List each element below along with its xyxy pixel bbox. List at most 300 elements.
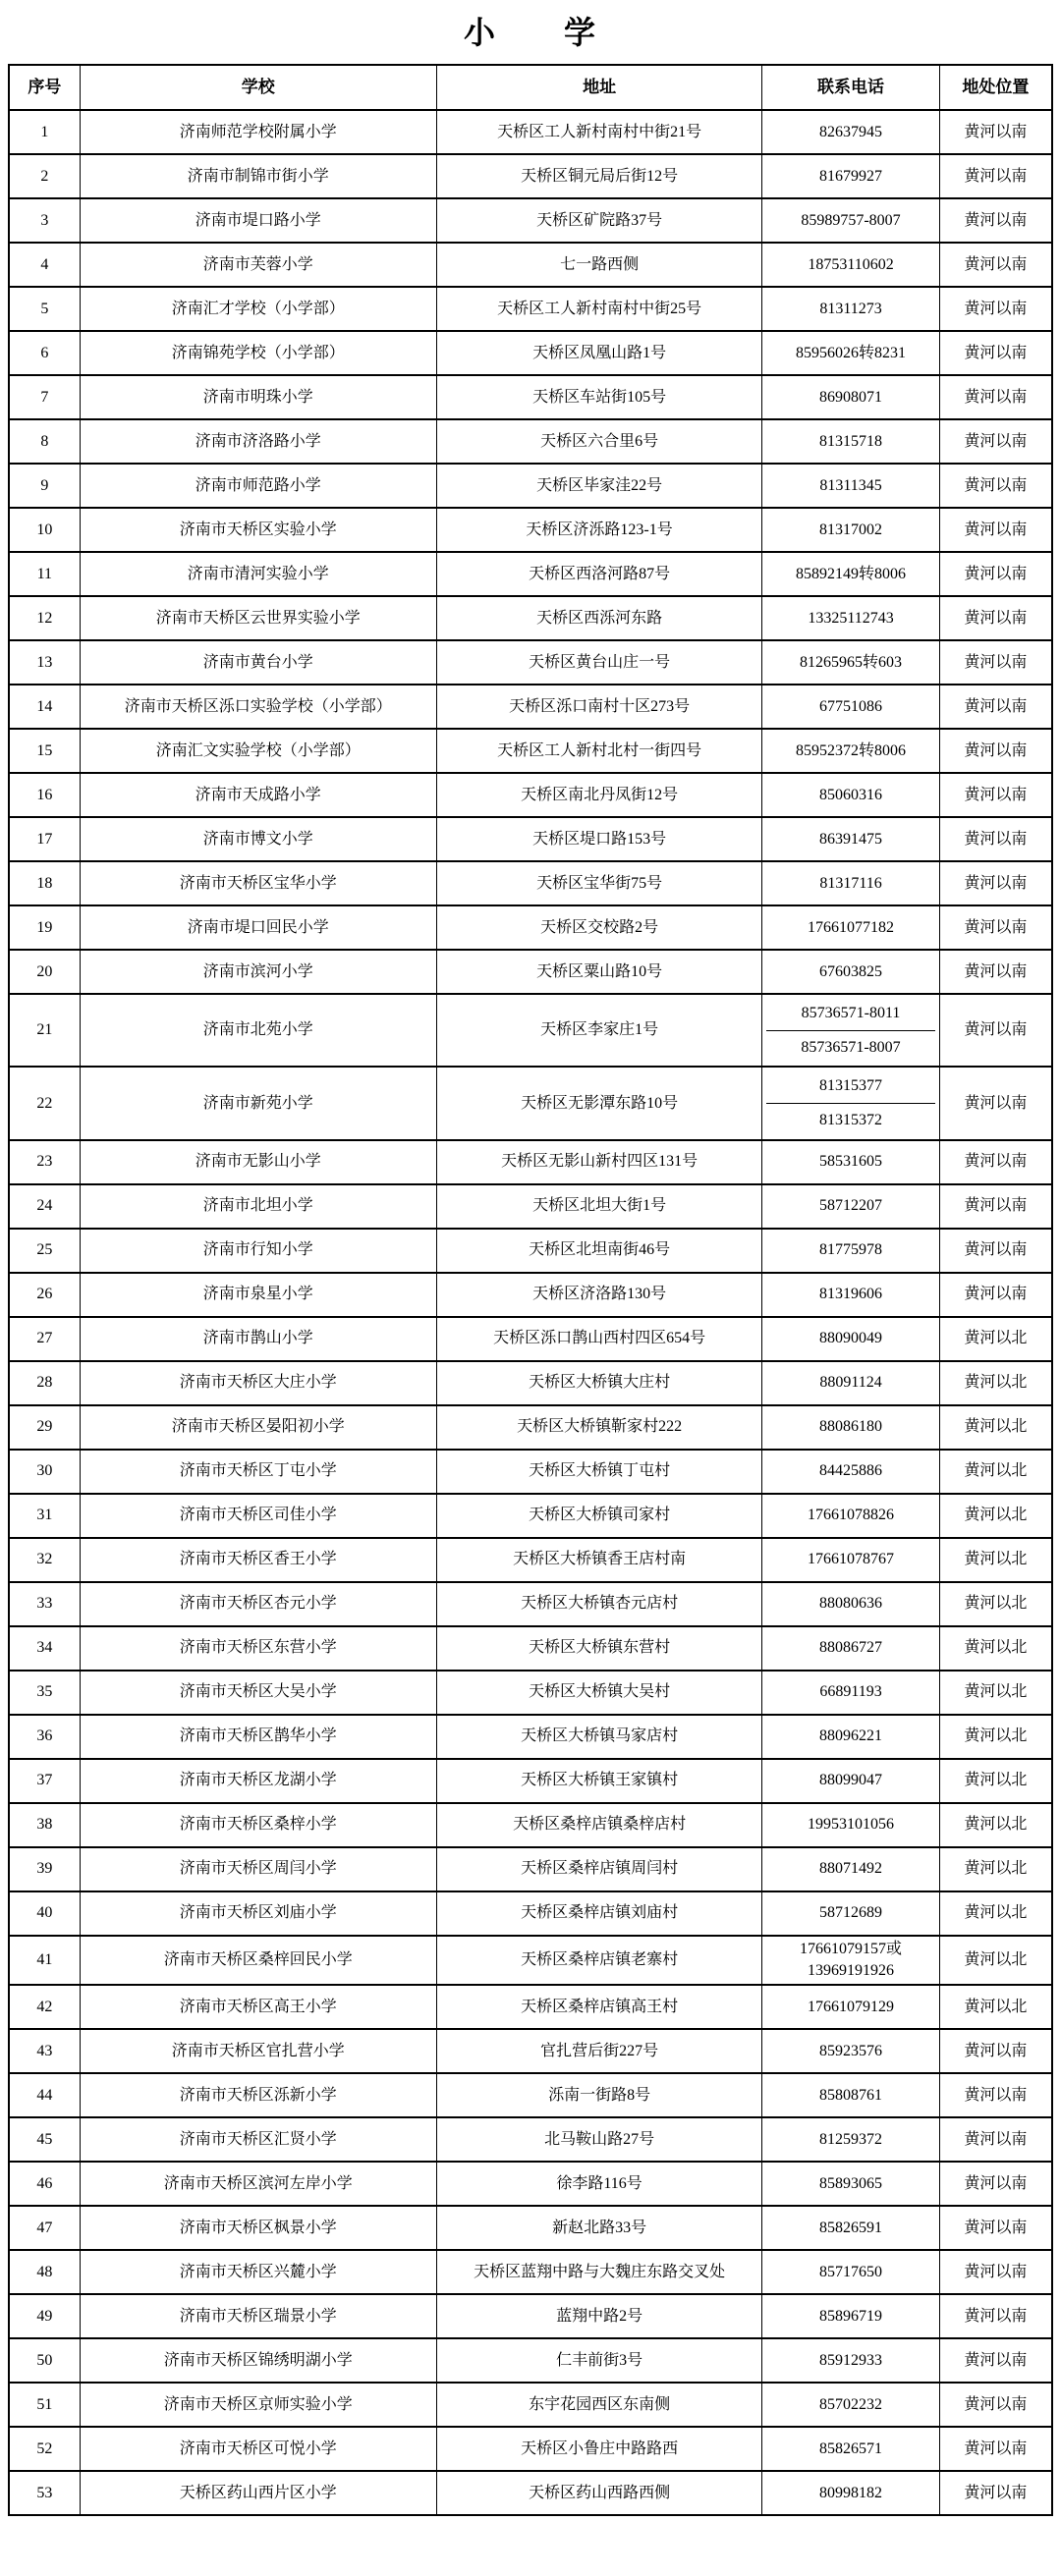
table-row bbox=[9, 464, 1052, 508]
table-row bbox=[9, 154, 1052, 198]
cell-school: 济南汇文实验学校（小学部） bbox=[80, 729, 436, 773]
cell-no: 17 bbox=[9, 817, 80, 861]
cell-location: 黄河以南 bbox=[939, 154, 1052, 198]
table-row bbox=[9, 1936, 1052, 1986]
cell-phone: 85826571 bbox=[762, 2427, 940, 2471]
cell-location: 黄河以南 bbox=[939, 2250, 1052, 2294]
cell-address: 天桥区铜元局后街12号 bbox=[436, 154, 761, 198]
cell-no: 49 bbox=[9, 2294, 80, 2338]
table-row bbox=[9, 1450, 1052, 1494]
cell-school: 济南市清河实验小学 bbox=[80, 552, 436, 596]
cell-school: 济南市天桥区刘庙小学 bbox=[80, 1891, 436, 1936]
header-no: 序号 bbox=[9, 65, 80, 110]
table-row bbox=[9, 508, 1052, 552]
cell-phone: 85702232 bbox=[762, 2383, 940, 2427]
cell-phone: 88071492 bbox=[762, 1847, 940, 1891]
cell-location: 黄河以南 bbox=[939, 994, 1052, 1067]
table-row bbox=[9, 1626, 1052, 1671]
cell-address: 天桥区无影潭东路10号 bbox=[436, 1067, 761, 1139]
cell-location: 黄河以北 bbox=[939, 1361, 1052, 1405]
cell-school: 济南市天桥区大吴小学 bbox=[80, 1671, 436, 1715]
cell-phone: 88086180 bbox=[762, 1405, 940, 1450]
cell-no: 5 bbox=[9, 287, 80, 331]
cell-school: 济南市天桥区香王小学 bbox=[80, 1538, 436, 1582]
cell-phone: 81259372 bbox=[762, 2117, 940, 2162]
cell-phone: 88080636 bbox=[762, 1582, 940, 1626]
cell-school: 济南市天桥区枫景小学 bbox=[80, 2206, 436, 2250]
cell-school: 济南市天桥区鹊华小学 bbox=[80, 1715, 436, 1759]
cell-phone: 17661079129 bbox=[762, 1985, 940, 2029]
cell-address: 天桥区凤凰山路1号 bbox=[436, 331, 761, 375]
cell-address: 天桥区大桥镇香王店村南 bbox=[436, 1538, 761, 1582]
table-row bbox=[9, 1184, 1052, 1229]
cell-location: 黄河以南 bbox=[939, 596, 1052, 640]
table-row bbox=[9, 1985, 1052, 2029]
cell-address: 天桥区泺口南村十区273号 bbox=[436, 685, 761, 729]
cell-address: 七一路西侧 bbox=[436, 243, 761, 287]
table-row bbox=[9, 375, 1052, 419]
cell-phone: 58712689 bbox=[762, 1891, 940, 1936]
cell-location: 黄河以南 bbox=[939, 508, 1052, 552]
cell-school: 济南市明珠小学 bbox=[80, 375, 436, 419]
cell-location: 黄河以南 bbox=[939, 243, 1052, 287]
cell-location: 黄河以南 bbox=[939, 287, 1052, 331]
cell-location: 黄河以南 bbox=[939, 2383, 1052, 2427]
cell-location: 黄河以南 bbox=[939, 1067, 1052, 1139]
cell-no: 9 bbox=[9, 464, 80, 508]
cell-no: 7 bbox=[9, 375, 80, 419]
cell-address: 天桥区北坦南街46号 bbox=[436, 1229, 761, 1273]
cell-no: 15 bbox=[9, 729, 80, 773]
cell-location: 黄河以南 bbox=[939, 331, 1052, 375]
cell-address: 天桥区大桥镇王家镇村 bbox=[436, 1759, 761, 1803]
cell-no: 52 bbox=[9, 2427, 80, 2471]
cell-address: 天桥区宝华街75号 bbox=[436, 861, 761, 905]
cell-address: 蓝翔中路2号 bbox=[436, 2294, 761, 2338]
cell-phone: 85892149转8006 bbox=[762, 552, 940, 596]
cell-address: 天桥区粟山路10号 bbox=[436, 950, 761, 994]
cell-school: 济南市天桥区实验小学 bbox=[80, 508, 436, 552]
cell-location: 黄河以南 bbox=[939, 2117, 1052, 2162]
table-row bbox=[9, 2294, 1052, 2338]
cell-phone: 13325112743 bbox=[762, 596, 940, 640]
table-row bbox=[9, 1494, 1052, 1538]
cell-address: 天桥区大桥镇杏元店村 bbox=[436, 1582, 761, 1626]
cell-phone: 86391475 bbox=[762, 817, 940, 861]
cell-no: 43 bbox=[9, 2029, 80, 2073]
cell-school: 济南市滨河小学 bbox=[80, 950, 436, 994]
cell-address: 天桥区矿院路37号 bbox=[436, 198, 761, 243]
cell-address: 天桥区毕家洼22号 bbox=[436, 464, 761, 508]
cell-address: 天桥区大桥镇大庄村 bbox=[436, 1361, 761, 1405]
cell-school: 济南市天桥区龙湖小学 bbox=[80, 1759, 436, 1803]
cell-address: 天桥区黄台山庄一号 bbox=[436, 640, 761, 685]
cell-location: 黄河以南 bbox=[939, 464, 1052, 508]
cell-school: 济南市黄台小学 bbox=[80, 640, 436, 685]
table-row bbox=[9, 1803, 1052, 1847]
header-phone: 联系电话 bbox=[762, 65, 940, 110]
cell-school: 济南汇才学校（小学部） bbox=[80, 287, 436, 331]
cell-school: 济南市天桥区锦绣明湖小学 bbox=[80, 2338, 436, 2383]
cell-phone: 17661077182 bbox=[762, 905, 940, 950]
table-row bbox=[9, 1671, 1052, 1715]
table-row bbox=[9, 1582, 1052, 1626]
phone-number: 13969191926 bbox=[808, 1961, 895, 1979]
cell-location: 黄河以北 bbox=[939, 1538, 1052, 1582]
cell-no: 18 bbox=[9, 861, 80, 905]
table-row bbox=[9, 1759, 1052, 1803]
cell-phone: 85717650 bbox=[762, 2250, 940, 2294]
cell-phone: 82637945 bbox=[762, 110, 940, 154]
cell-phone: 88086727 bbox=[762, 1626, 940, 1671]
cell-no: 11 bbox=[9, 552, 80, 596]
cell-location: 黄河以南 bbox=[939, 2206, 1052, 2250]
cell-phone: 67751086 bbox=[762, 685, 940, 729]
cell-location: 黄河以南 bbox=[939, 773, 1052, 817]
cell-school: 济南市博文小学 bbox=[80, 817, 436, 861]
cell-address: 东宇花园西区东南侧 bbox=[436, 2383, 761, 2427]
cell-phone: 66891193 bbox=[762, 1671, 940, 1715]
cell-phone: 81317116 bbox=[762, 861, 940, 905]
cell-school: 天桥区药山西片区小学 bbox=[80, 2471, 436, 2515]
table-row bbox=[9, 287, 1052, 331]
cell-address: 天桥区大桥镇丁屯村 bbox=[436, 1450, 761, 1494]
cell-address: 天桥区大桥镇靳家村222 bbox=[436, 1405, 761, 1450]
cell-no: 13 bbox=[9, 640, 80, 685]
cell-location: 黄河以北 bbox=[939, 1671, 1052, 1715]
page-title: 小 学 bbox=[463, 15, 597, 50]
table-row bbox=[9, 1140, 1052, 1184]
cell-school: 济南市天桥区高王小学 bbox=[80, 1985, 436, 2029]
cell-no: 34 bbox=[9, 1626, 80, 1671]
cell-no: 16 bbox=[9, 773, 80, 817]
cell-location: 黄河以北 bbox=[939, 1494, 1052, 1538]
cell-phone bbox=[762, 1067, 940, 1139]
cell-location: 黄河以南 bbox=[939, 2294, 1052, 2338]
cell-address: 天桥区工人新村南村中街25号 bbox=[436, 287, 761, 331]
cell-phone: 81775978 bbox=[762, 1229, 940, 1273]
table-row bbox=[9, 110, 1052, 154]
cell-school: 济南市济洛路小学 bbox=[80, 419, 436, 464]
cell-address: 泺南一街路8号 bbox=[436, 2073, 761, 2117]
cell-phone: 81315718 bbox=[762, 419, 940, 464]
cell-location: 黄河以南 bbox=[939, 198, 1052, 243]
cell-location: 黄河以北 bbox=[939, 1317, 1052, 1361]
cell-address: 天桥区车站街105号 bbox=[436, 375, 761, 419]
cell-school: 济南市天桥区丁屯小学 bbox=[80, 1450, 436, 1494]
cell-no: 29 bbox=[9, 1405, 80, 1450]
cell-phone: 81311345 bbox=[762, 464, 940, 508]
table-row bbox=[9, 331, 1052, 375]
cell-school: 济南市师范路小学 bbox=[80, 464, 436, 508]
cell-address: 天桥区大桥镇大吴村 bbox=[436, 1671, 761, 1715]
table-row bbox=[9, 198, 1052, 243]
table-row bbox=[9, 2162, 1052, 2206]
phone-number: 81315372 bbox=[766, 1103, 935, 1137]
cell-phone: 17661078767 bbox=[762, 1538, 940, 1582]
phone-number: 85736571-8011 bbox=[801, 1005, 901, 1022]
cell-school: 济南市天桥区可悦小学 bbox=[80, 2427, 436, 2471]
cell-address: 天桥区六合里6号 bbox=[436, 419, 761, 464]
table-row bbox=[9, 1715, 1052, 1759]
table-row bbox=[9, 2383, 1052, 2427]
table-row bbox=[9, 640, 1052, 685]
schools-table-body bbox=[9, 110, 1052, 2515]
cell-no: 4 bbox=[9, 243, 80, 287]
cell-address: 天桥区桑梓店镇老寨村 bbox=[436, 1936, 761, 1986]
cell-no: 38 bbox=[9, 1803, 80, 1847]
cell-location: 黄河以南 bbox=[939, 375, 1052, 419]
cell-phone: 18753110602 bbox=[762, 243, 940, 287]
cell-location: 黄河以北 bbox=[939, 1803, 1052, 1847]
cell-school: 济南市天桥区桑梓回民小学 bbox=[80, 1936, 436, 1986]
table-row bbox=[9, 2206, 1052, 2250]
cell-no: 3 bbox=[9, 198, 80, 243]
cell-address: 官扎营后街227号 bbox=[436, 2029, 761, 2073]
cell-address: 北马鞍山路27号 bbox=[436, 2117, 761, 2162]
phone-numbers bbox=[766, 1939, 935, 1983]
cell-no: 41 bbox=[9, 1936, 80, 1986]
cell-location: 黄河以南 bbox=[939, 640, 1052, 685]
cell-school: 济南市制锦市街小学 bbox=[80, 154, 436, 198]
cell-address: 天桥区济泺路123-1号 bbox=[436, 508, 761, 552]
cell-phone: 85893065 bbox=[762, 2162, 940, 2206]
cell-no: 27 bbox=[9, 1317, 80, 1361]
cell-location: 黄河以北 bbox=[939, 1582, 1052, 1626]
cell-address: 天桥区桑梓店镇高王村 bbox=[436, 1985, 761, 2029]
cell-no: 28 bbox=[9, 1361, 80, 1405]
cell-no: 32 bbox=[9, 1538, 80, 1582]
table-row bbox=[9, 1405, 1052, 1450]
cell-phone: 80998182 bbox=[762, 2471, 940, 2515]
cell-no: 30 bbox=[9, 1450, 80, 1494]
cell-school: 济南市新苑小学 bbox=[80, 1067, 436, 1139]
cell-phone: 81265965转603 bbox=[762, 640, 940, 685]
table-row bbox=[9, 552, 1052, 596]
table-row bbox=[9, 2471, 1052, 2515]
cell-no: 45 bbox=[9, 2117, 80, 2162]
cell-no: 31 bbox=[9, 1494, 80, 1538]
cell-address: 天桥区西泺河东路 bbox=[436, 596, 761, 640]
cell-address: 天桥区工人新村北村一街四号 bbox=[436, 729, 761, 773]
cell-school: 济南市天桥区兴麓小学 bbox=[80, 2250, 436, 2294]
cell-phone: 88090049 bbox=[762, 1317, 940, 1361]
cell-no: 21 bbox=[9, 994, 80, 1067]
cell-school: 济南市泉星小学 bbox=[80, 1273, 436, 1317]
cell-location: 黄河以北 bbox=[939, 1759, 1052, 1803]
cell-location: 黄河以南 bbox=[939, 950, 1052, 994]
cell-school: 济南市天桥区滨河左岸小学 bbox=[80, 2162, 436, 2206]
cell-location: 黄河以南 bbox=[939, 2338, 1052, 2383]
cell-address: 天桥区桑梓店镇周闫村 bbox=[436, 1847, 761, 1891]
cell-address: 天桥区交校路2号 bbox=[436, 905, 761, 950]
cell-address: 天桥区李家庄1号 bbox=[436, 994, 761, 1067]
cell-address: 徐李路116号 bbox=[436, 2162, 761, 2206]
cell-phone: 85989757-8007 bbox=[762, 198, 940, 243]
cell-school: 济南市天桥区大庄小学 bbox=[80, 1361, 436, 1405]
cell-no: 24 bbox=[9, 1184, 80, 1229]
cell-location: 黄河以南 bbox=[939, 2029, 1052, 2073]
table-row bbox=[9, 2029, 1052, 2073]
cell-no: 48 bbox=[9, 2250, 80, 2294]
cell-no: 26 bbox=[9, 1273, 80, 1317]
cell-no: 39 bbox=[9, 1847, 80, 1891]
cell-address: 天桥区济洛路130号 bbox=[436, 1273, 761, 1317]
table-row bbox=[9, 861, 1052, 905]
cell-school: 济南市天桥区东营小学 bbox=[80, 1626, 436, 1671]
header-location: 地处位置 bbox=[939, 65, 1052, 110]
phone-number: 81315377 bbox=[819, 1077, 883, 1095]
cell-location: 黄河以南 bbox=[939, 1229, 1052, 1273]
cell-no: 53 bbox=[9, 2471, 80, 2515]
cell-school: 济南市天桥区杏元小学 bbox=[80, 1582, 436, 1626]
cell-location: 黄河以南 bbox=[939, 110, 1052, 154]
cell-address: 天桥区工人新村南村中街21号 bbox=[436, 110, 761, 154]
cell-phone: 88091124 bbox=[762, 1361, 940, 1405]
cell-location: 黄河以北 bbox=[939, 1847, 1052, 1891]
cell-no: 42 bbox=[9, 1985, 80, 2029]
table-row bbox=[9, 1847, 1052, 1891]
cell-no: 35 bbox=[9, 1671, 80, 1715]
cell-address: 天桥区桑梓店镇桑梓店村 bbox=[436, 1803, 761, 1847]
cell-location: 黄河以北 bbox=[939, 1985, 1052, 2029]
table-row bbox=[9, 243, 1052, 287]
cell-phone bbox=[762, 1936, 940, 1986]
table-row bbox=[9, 1273, 1052, 1317]
cell-school: 济南市天桥区泺新小学 bbox=[80, 2073, 436, 2117]
cell-school: 济南市天桥区汇贤小学 bbox=[80, 2117, 436, 2162]
cell-phone: 86908071 bbox=[762, 375, 940, 419]
cell-address: 新赵北路33号 bbox=[436, 2206, 761, 2250]
cell-phone: 85923576 bbox=[762, 2029, 940, 2073]
cell-address: 天桥区大桥镇马家店村 bbox=[436, 1715, 761, 1759]
table-row bbox=[9, 685, 1052, 729]
cell-phone: 85826591 bbox=[762, 2206, 940, 2250]
cell-location: 黄河以南 bbox=[939, 685, 1052, 729]
table-row bbox=[9, 1067, 1052, 1139]
cell-location: 黄河以南 bbox=[939, 2471, 1052, 2515]
cell-no: 23 bbox=[9, 1140, 80, 1184]
cell-school: 济南师范学校附属小学 bbox=[80, 110, 436, 154]
cell-phone: 19953101056 bbox=[762, 1803, 940, 1847]
cell-phone: 17661078826 bbox=[762, 1494, 940, 1538]
cell-school: 济南市北坦小学 bbox=[80, 1184, 436, 1229]
cell-school: 济南市行知小学 bbox=[80, 1229, 436, 1273]
table-row bbox=[9, 994, 1052, 1067]
phone-stack bbox=[766, 1069, 935, 1136]
cell-address: 天桥区药山西路西侧 bbox=[436, 2471, 761, 2515]
table-row bbox=[9, 1891, 1052, 1936]
cell-no: 22 bbox=[9, 1067, 80, 1139]
table-row bbox=[9, 1538, 1052, 1582]
header-address: 地址 bbox=[436, 65, 761, 110]
cell-phone: 58531605 bbox=[762, 1140, 940, 1184]
cell-school: 济南市北苑小学 bbox=[80, 994, 436, 1067]
cell-phone: 85912933 bbox=[762, 2338, 940, 2383]
cell-location: 黄河以北 bbox=[939, 1405, 1052, 1450]
cell-no: 6 bbox=[9, 331, 80, 375]
cell-phone: 88096221 bbox=[762, 1715, 940, 1759]
cell-no: 19 bbox=[9, 905, 80, 950]
table-row bbox=[9, 729, 1052, 773]
cell-location: 黄河以北 bbox=[939, 1936, 1052, 1986]
cell-address: 天桥区西洛河路87号 bbox=[436, 552, 761, 596]
cell-address: 天桥区桑梓店镇刘庙村 bbox=[436, 1891, 761, 1936]
cell-phone: 88099047 bbox=[762, 1759, 940, 1803]
cell-school: 济南市天桥区泺口实验学校（小学部） bbox=[80, 685, 436, 729]
cell-no: 51 bbox=[9, 2383, 80, 2427]
cell-school: 济南锦苑学校（小学部） bbox=[80, 331, 436, 375]
cell-no: 40 bbox=[9, 1891, 80, 1936]
cell-school: 济南市天桥区司佳小学 bbox=[80, 1494, 436, 1538]
cell-no: 50 bbox=[9, 2338, 80, 2383]
cell-address: 天桥区小鲁庄中路路西 bbox=[436, 2427, 761, 2471]
cell-address: 天桥区蓝翔中路与大魏庄东路交叉处 bbox=[436, 2250, 761, 2294]
cell-school: 济南市堤口回民小学 bbox=[80, 905, 436, 950]
cell-no: 20 bbox=[9, 950, 80, 994]
cell-school: 济南市天桥区宝华小学 bbox=[80, 861, 436, 905]
table-row bbox=[9, 2427, 1052, 2471]
cell-school: 济南市堤口路小学 bbox=[80, 198, 436, 243]
cell-school: 济南市天桥区官扎营小学 bbox=[80, 2029, 436, 2073]
table-row bbox=[9, 2117, 1052, 2162]
cell-school: 济南市无影山小学 bbox=[80, 1140, 436, 1184]
cell-no: 12 bbox=[9, 596, 80, 640]
table-row bbox=[9, 905, 1052, 950]
cell-address: 天桥区堤口路153号 bbox=[436, 817, 761, 861]
cell-school: 济南市芙蓉小学 bbox=[80, 243, 436, 287]
cell-no: 1 bbox=[9, 110, 80, 154]
table-row bbox=[9, 1229, 1052, 1273]
cell-school: 济南市天桥区桑梓小学 bbox=[80, 1803, 436, 1847]
cell-school: 济南市天成路小学 bbox=[80, 773, 436, 817]
cell-location: 黄河以南 bbox=[939, 419, 1052, 464]
table-row bbox=[9, 2073, 1052, 2117]
table-row bbox=[9, 596, 1052, 640]
cell-phone: 85952372转8006 bbox=[762, 729, 940, 773]
cell-no: 47 bbox=[9, 2206, 80, 2250]
table-row bbox=[9, 773, 1052, 817]
cell-location: 黄河以北 bbox=[939, 1626, 1052, 1671]
cell-phone: 85956026转8231 bbox=[762, 331, 940, 375]
cell-no: 44 bbox=[9, 2073, 80, 2117]
cell-no: 37 bbox=[9, 1759, 80, 1803]
cell-address: 天桥区大桥镇东营村 bbox=[436, 1626, 761, 1671]
cell-address: 天桥区南北丹凤街12号 bbox=[436, 773, 761, 817]
cell-no: 33 bbox=[9, 1582, 80, 1626]
cell-address: 仁丰前街3号 bbox=[436, 2338, 761, 2383]
header-school: 学校 bbox=[80, 65, 436, 110]
cell-location: 黄河以南 bbox=[939, 2427, 1052, 2471]
table-header-row bbox=[9, 65, 1052, 110]
cell-phone: 85060316 bbox=[762, 773, 940, 817]
cell-school: 济南市天桥区云世界实验小学 bbox=[80, 596, 436, 640]
cell-phone: 81319606 bbox=[762, 1273, 940, 1317]
cell-school: 济南市天桥区晏阳初小学 bbox=[80, 1405, 436, 1450]
cell-location: 黄河以南 bbox=[939, 1140, 1052, 1184]
cell-location: 黄河以北 bbox=[939, 1450, 1052, 1494]
cell-no: 10 bbox=[9, 508, 80, 552]
schools-table bbox=[8, 64, 1053, 2516]
cell-phone: 84425886 bbox=[762, 1450, 940, 1494]
cell-phone: 81311273 bbox=[762, 287, 940, 331]
cell-phone: 58712207 bbox=[762, 1184, 940, 1229]
cell-phone: 81317002 bbox=[762, 508, 940, 552]
cell-no: 8 bbox=[9, 419, 80, 464]
cell-address: 天桥区大桥镇司家村 bbox=[436, 1494, 761, 1538]
cell-location: 黄河以北 bbox=[939, 1715, 1052, 1759]
table-row bbox=[9, 419, 1052, 464]
